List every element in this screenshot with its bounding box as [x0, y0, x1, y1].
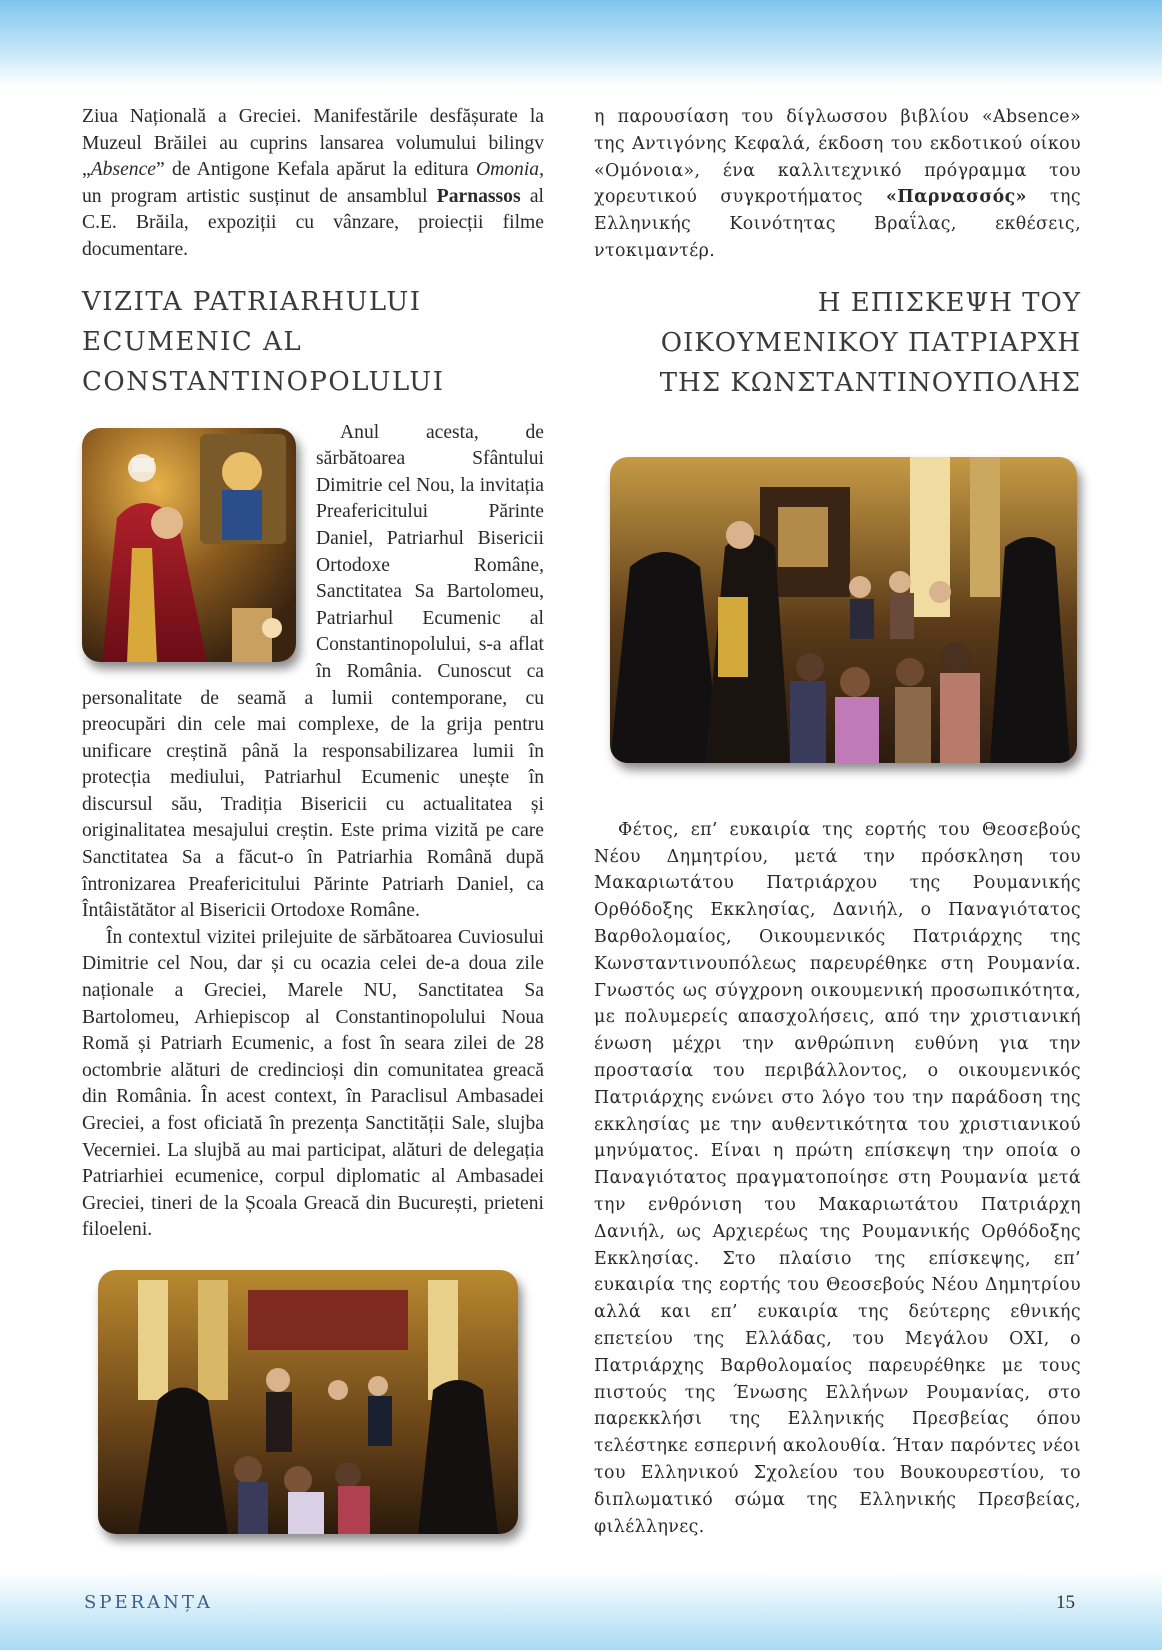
heading-gr	[594, 283, 1081, 403]
intro-gr-text-2: της Ελληνικής Κοινότητας Βραΐλας, εκθέσεις, ντοκιμαντέρ.	[594, 187, 1081, 261]
intro-text-1: Ziua Națională a Greciei. Manifestările desfășurate la Muzeul Brăilei au cuprins lansarea volumului bilingv „	[82, 106, 544, 181]
visit-paragraph-ro-2: În contextul vizitei prilejuite de sărbătoarea Cuviosului Dimitrie cel Nou, dar și cu ocazia celei de-a doua zile naționale a Greciei, Marele NU, Sanctitatea Sa Bartolomeu, Arhiepiscop al Constantinopolului Noua Romă și Patriarh Ecumenic, a fost în seara zilei de 28 octombrie alături de credincioși din comunitatea greacă din România. În acest context, în Paraclisul Ambasadei Greciei, a fost oficiată în prezența Sanctității Sale, slujba Vecerniei. La slujbă au mai participat, alături de delegația Patriarhiei ecumenice, corpul diplomatic al Ambasadei Greciei, tineri de la Școala Greacă din București, prieteni filoeleni.	[82, 926, 544, 1241]
intro-text-3: , un program artistic susținut de ansamblul	[82, 159, 544, 207]
right-column-greek	[594, 104, 1081, 1540]
page-number: 15	[1056, 1592, 1075, 1613]
intro-text-2: ” de Antigone Kefala apărut la editura	[155, 159, 476, 181]
visit-paragraph-ro-1: Anul acesta, de sărbătoarea Sfântului Dimitrie cel Nou, la invitația Preafericitului Părinte Daniel, Patriarhul Bisericii Ortodoxe Române, Sanctitatea Sa Bartolomeu, Patriarhul Ecumenic al Constantinopolului, s-a aflat în România. Cunoscut ca personalitate de seamă a lumii contemporane, cu preocupări din cele mai complexe, de la grija pentru unificare creștină până la responsabilizarea lumii în protecția mediului, Patriarhul Ecumenic unește în discursul său, Tradiția Bisericii cu actualitatea și originalitatea mesajului creștin. Este prima vizită pe care Sanctitatea Sa a făcut-o în Patriarhia Română după întronizarea Preafericitului Părinte Patriarh Daniel, ca Întâistătător al Bisericii Ortodoxe Române.	[82, 421, 544, 922]
vespers-photo-right	[610, 457, 1077, 763]
heading-gr-line-1: Η ΕΠΙΣΚΕΨΗ ΤΟΥ	[817, 287, 1081, 318]
intro-text-4: al C.E. Brăila, expoziții cu vânzare, proiecții filme documentare.	[82, 185, 544, 260]
heading-gr-line-3: ΤΗΣ ΚΩΝΣΤΑΝΤΙΝΟΥΠΟΛΗΣ	[659, 367, 1081, 398]
magazine-name: SPERANȚA	[84, 1592, 213, 1613]
vespers-photo-left	[98, 1270, 518, 1534]
patriarch-photo	[82, 428, 296, 662]
intro-paragraph-ro	[82, 104, 544, 264]
intro-paragraph-gr	[594, 104, 1081, 265]
visit-paragraph-gr: Φέτος, επ’ ευκαιρία της εορτής του Θεοσεβούς Νέου Δημητρίου, μετά την πρόσκληση του Μακαριωτάτου Πατριάρχου της Ρουμανικής Ορθόδοξης Εκκλησίας, Δανιήλ, ο Παναγιότατος Βαρθολομαίος, Οικουμενικός Πατριάρχης της Κωνσταντινουπόλεως παρευρέθηκε στη Ρουμανία. Γνωστός ως σύγχρονη οικουμενική προσωπικότητα, με πολυμερείς απασχολήσεις, από την χριστιανική ένωση μέχρι την ανθρώπινη ευθύνη για την προστασία του περιβάλλοντος, ο οικουμενικός Πατριάρχης ενώνει στο λόγο του την παράδοση της εκκλησίας με την αυθεντικότητα του χριστιανικού μηνύματος. Είναι η πρώτη επίσκεψη την οποία ο Παναγιότατος πραγματοποίησε στη Ρουμανία μετά την ενθρόνιση του Μακαριωτάτου Πατριάρχη Δανιήλ, ως Αρχιερέως της Ρουμανικής Ορθόδοξης Εκκλησίας. Στο πλαίσιο της επίσκεψης, επ’ ευκαιρία της εορτής του Θεοσεβούς Νέου Δημητρίου αλλά και επ’ ευκαιρία της δεύτερης εθνικής επετείου της Ελλάδας, του Μεγάλου ΟΧΙ, ο Πατριάρχης Βαρθολομαίος παρευρέθηκε με τους πιστούς της Ένωσης Ελλήνων Ρουμανίας, στο παρεκκλήσι της Ελληνικής Πρεσβείας όπου τελέστηκε εσπερινή ακολουθία. Ήταν παρόντες νέοι του Ελληνικού Σχολείου του Βουκουρεστίου, το διπλωματικό σώμα της Ελληνικής Πρεσβείας, φιλέλληνες.	[594, 819, 1081, 1537]
ensemble-name-gr: «Παρνασσός»	[886, 187, 1027, 208]
book-title: Absence	[90, 159, 156, 181]
ensemble-name: Parnassos	[436, 185, 521, 207]
heading-gr-line-2: ΟΙΚΟΥΜΕΝΙΚΟΥ ΠΑΤΡΙΑΡΧΗ	[660, 327, 1081, 358]
header-band	[0, 0, 1162, 86]
left-column-romanian	[82, 104, 544, 1534]
intro-gr-text-1: η παρουσίαση του δίγλωσσου βιβλίου «Absence» της Αντιγόνης Κεφαλά, έκδοση του εκδοτικού οίκου «Ομόνοια», ένα καλλιτεχνικό πρόγραμμα του χορευτικού συγκροτήματος	[594, 107, 1081, 208]
heading-ro: VIZITA PATRIARHULUI ECUMENIC AL CONSTANTINOPOLULUI	[82, 286, 445, 397]
publisher-name: Omonia	[475, 159, 540, 181]
